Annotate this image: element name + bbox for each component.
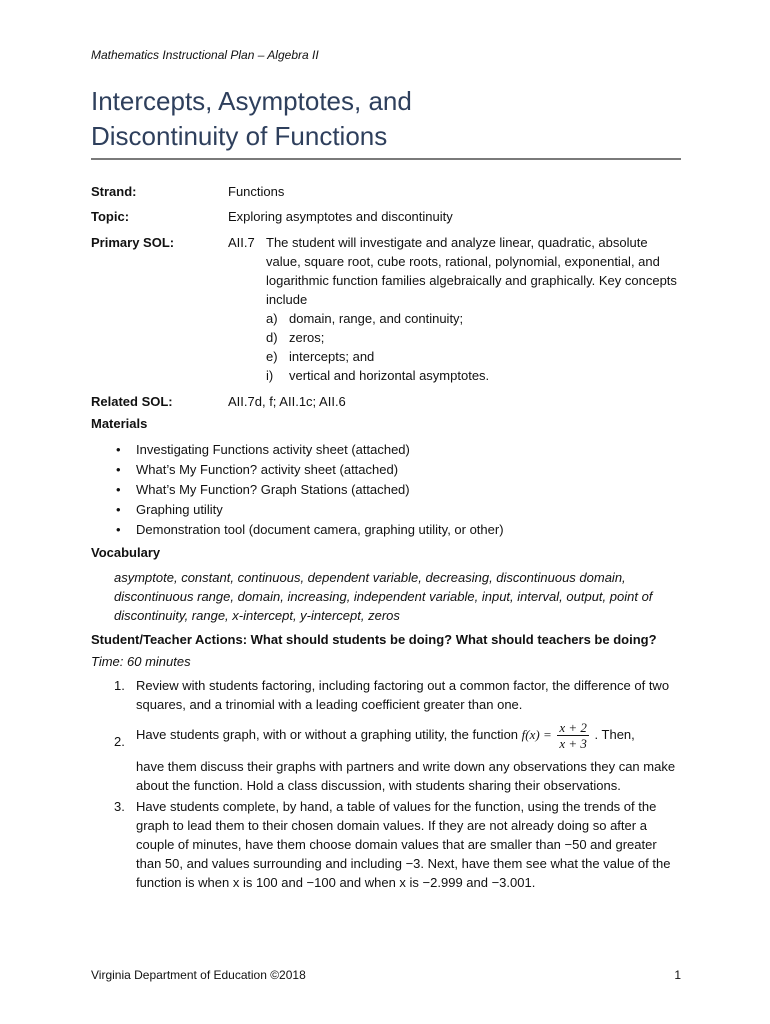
primary-sol-value — [228, 233, 678, 385]
topic-label: Topic: — [91, 209, 130, 224]
sol-item: e) intercepts; and — [266, 349, 375, 364]
title-line-2: Discontinuity of Functions — [91, 121, 388, 151]
list-item: • What’s My Function? activity sheet (attached) — [91, 460, 504, 480]
primary-sol-number: AII.7 — [228, 235, 255, 250]
page-title — [91, 84, 681, 154]
actions-heading: Student/Teacher Actions: What should students be doing? What should teachers be doing? — [91, 632, 657, 647]
title-divider — [91, 158, 681, 160]
step-number: 3. — [114, 799, 125, 814]
time-note: Time: 60 minutes — [91, 654, 191, 669]
list-item: • Investigating Functions activity sheet (attached) — [91, 440, 504, 460]
primary-sol-label: Primary SOL: — [91, 235, 175, 250]
step-text-continued: have them discuss their graphs with partners and write down any observations they can make about the function. Hold a class discussion, with students sharing their observations. — [136, 759, 676, 793]
page-number: 1 — [674, 968, 681, 982]
materials-list — [91, 440, 504, 540]
fraction-numerator: x + 2 — [559, 720, 587, 735]
function-fraction — [557, 720, 589, 751]
step-text-then: . Then, — [594, 726, 635, 742]
materials-heading: Materials — [91, 416, 148, 431]
primary-sol-items — [266, 309, 678, 385]
steps-list — [91, 676, 681, 892]
related-sol-label: Related SOL: — [91, 394, 173, 409]
step-number: 2. — [114, 734, 125, 749]
page-footer — [91, 968, 681, 982]
topic-value: Exploring asymptotes and discontinuity — [228, 209, 453, 224]
list-item: • Graphing utility — [91, 500, 504, 520]
step-number: 1. — [114, 678, 125, 693]
strand-value: Functions — [228, 184, 285, 199]
step-3 — [91, 797, 681, 892]
vocabulary-text: asymptote, constant, continuous, dependent variable, decreasing, discontinuous domain, discontinuous range, domain, increasing, independent variable, input, interval, output, point of discontinuity, range, x-intercept, y-intercept, zeros — [114, 570, 653, 623]
title-line-1: Intercepts, Asymptotes, and — [91, 86, 412, 116]
primary-sol-text — [266, 233, 678, 385]
step-1 — [91, 676, 681, 714]
strand-label: Strand: — [91, 184, 137, 199]
sol-item: i) vertical and horizontal asymptotes. — [266, 368, 490, 383]
list-item: • What’s My Function? Graph Stations (attached) — [91, 480, 504, 500]
list-item: • Demonstration tool (document camera, graphing utility, or other) — [91, 520, 504, 540]
step-2 — [91, 720, 681, 795]
sol-item: a) domain, range, and continuity; — [266, 311, 464, 326]
primary-sol-description: The student will investigate and analyze linear, quadratic, absolute value, square root, cube roots, rational, polynomial, exponential, and logarithmic function families algebraically and graphically. Key concepts include — [266, 235, 677, 307]
footer-copyright: Virginia Department of Education ©2018 — [91, 968, 306, 982]
running-header: Mathematics Instructional Plan – Algebra II — [91, 48, 319, 62]
step-text-start: Have students graph, with or without a graphing utility, the function — [136, 726, 519, 742]
related-sol-value: AII.7d, f; AII.1c; AII.6 — [228, 394, 346, 409]
fraction-denominator: x + 3 — [559, 736, 587, 751]
sol-item: d) zeros; — [266, 330, 325, 345]
step-text: Have students complete, by hand, a table of values for the function, using the trends of the graph to lead them to their chosen domain values. If they are not already doing so after a couple of minutes, have them choose domain values that are smaller than −50 and greater than 50, and values surrounding and including −3. Next, have them see what the value of the function is when x is 100 and −100 and when x is −2.999 and −3.001. — [136, 799, 671, 890]
function-notation: f(x) = — [521, 726, 552, 742]
step-text: Review with students factoring, including factoring out a common factor, the difference of two squares, and a trinomial with a leading coefficient greater than one. — [136, 678, 670, 712]
vocabulary-heading: Vocabulary — [91, 545, 161, 560]
